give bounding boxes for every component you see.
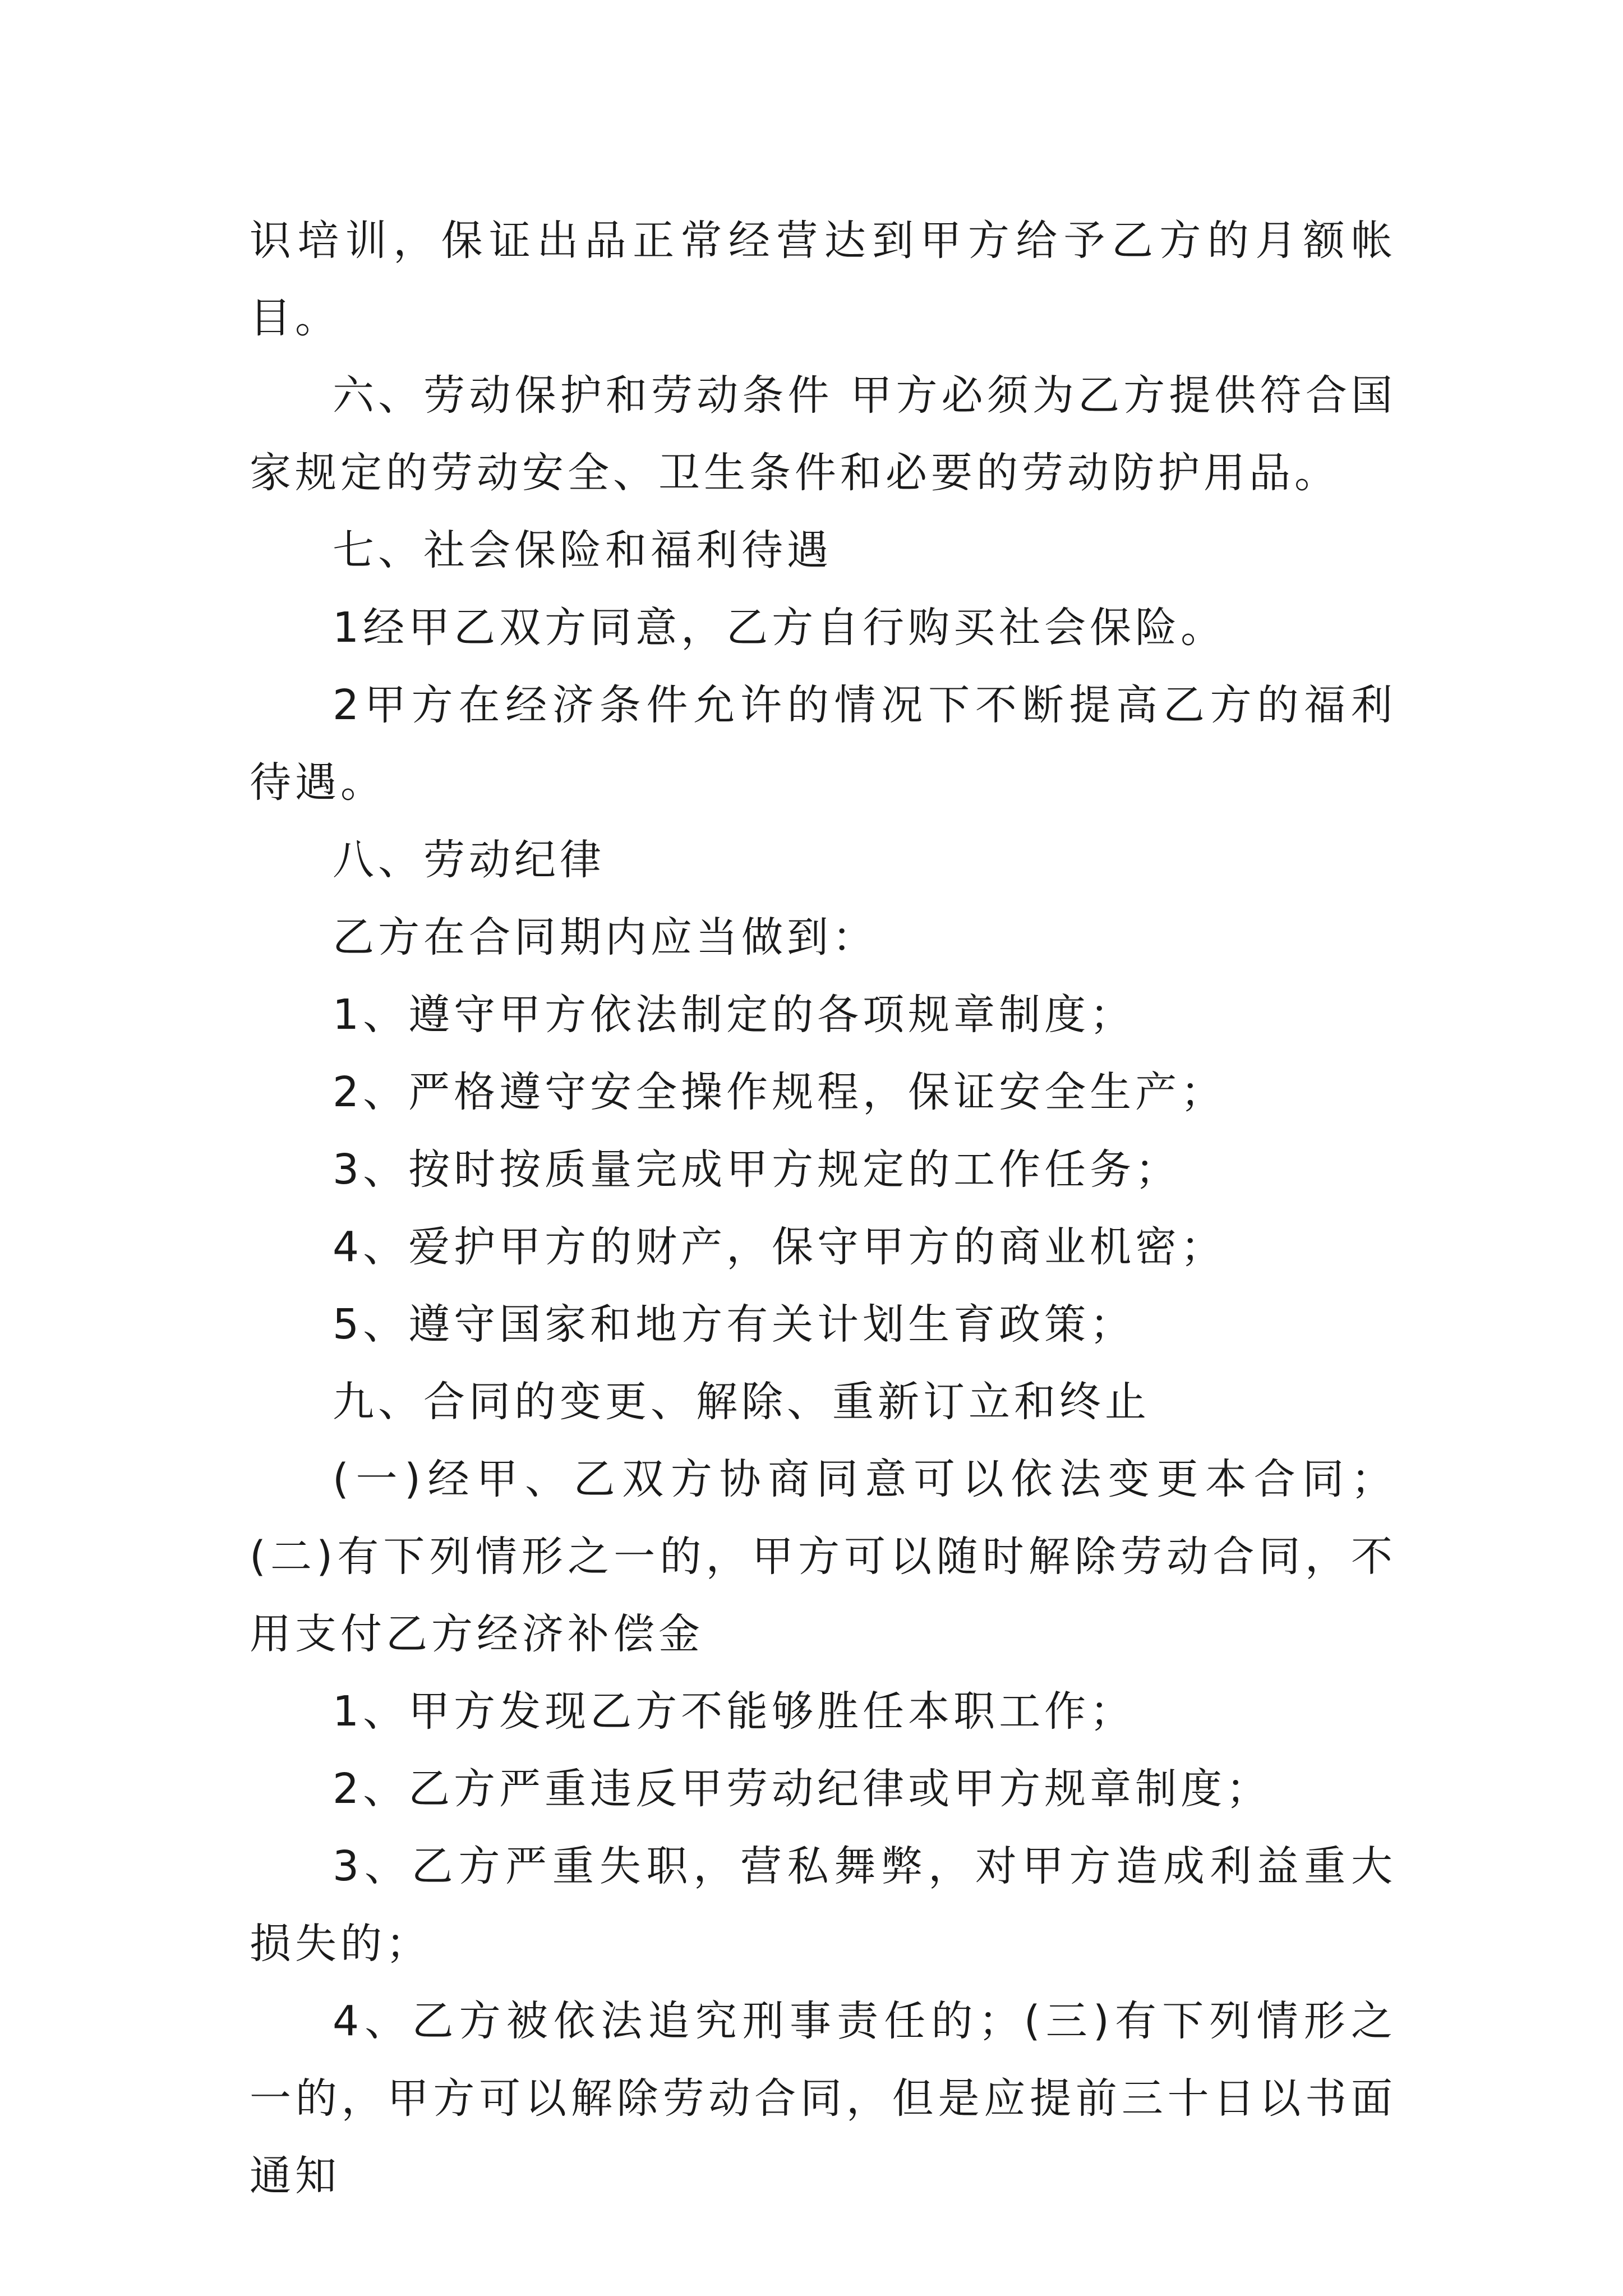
- paragraph-termination-item-2: 2、乙方严重违反甲劳动纪律或甲方规章制度；: [333, 1765, 1272, 1813]
- paragraph-contract-change-terms: (一)经甲、乙双方协商同意可以依法变更本合同；(二)有下列情形之一的，甲方可以随时解除劳动合同，不用支付乙方经济补偿金: [250, 1455, 1396, 1658]
- paragraph-discipline-intro: 乙方在合同期内应当做到：: [333, 913, 878, 961]
- paragraph-discipline-item-3: 3、按时按质量完成甲方规定的工作任务；: [333, 1145, 1181, 1194]
- paragraph-insurance-item-2: 2甲方在经济条件允许的情况下不断提高乙方的福利待遇。: [250, 681, 1396, 807]
- paragraph-labor-protection: 六、劳动保护和劳动条件 甲方必须为乙方提供符合国家规定的劳动安全、卫生条件和必要的劳动防护用品。: [250, 371, 1396, 497]
- paragraph-termination-item-3: 3、乙方严重失职，营私舞弊，对甲方造成利益重大损失的；: [250, 1842, 1396, 1968]
- heading-labor-discipline: 八、劳动纪律: [333, 836, 605, 884]
- heading-social-insurance: 七、社会保险和福利待遇: [333, 526, 832, 574]
- paragraph-discipline-item-4: 4、爱护甲方的财产，保守甲方的商业机密；: [333, 1223, 1227, 1271]
- paragraph-discipline-item-2: 2、严格遵守安全操作规程，保证安全生产；: [333, 1068, 1227, 1116]
- paragraph-discipline-item-1: 1、遵守甲方依法制定的各项规章制度；: [333, 991, 1136, 1039]
- paragraph-termination-item-1: 1、甲方发现乙方不能够胜任本职工作；: [333, 1687, 1136, 1736]
- paragraph-training-continuation: 识培训，保证出品正常经营达到甲方给予乙方的月额帐目。: [250, 217, 1396, 342]
- contract-body: [250, 202, 1396, 2215]
- paragraph-discipline-item-5: 5、遵守国家和地方有关计划生育政策；: [333, 1300, 1136, 1349]
- heading-contract-changes: 九、合同的变更、解除、重新订立和终止: [333, 1378, 1150, 1426]
- paragraph-termination-item-4: 4、乙方被依法追究刑事责任的；(三)有下列情形之一的，甲方可以解除劳动合同，但是应提前三十日以书面通知: [250, 1997, 1396, 2200]
- paragraph-insurance-item-1: 1经甲乙双方同意，乙方自行购买社会保险。: [333, 604, 1227, 652]
